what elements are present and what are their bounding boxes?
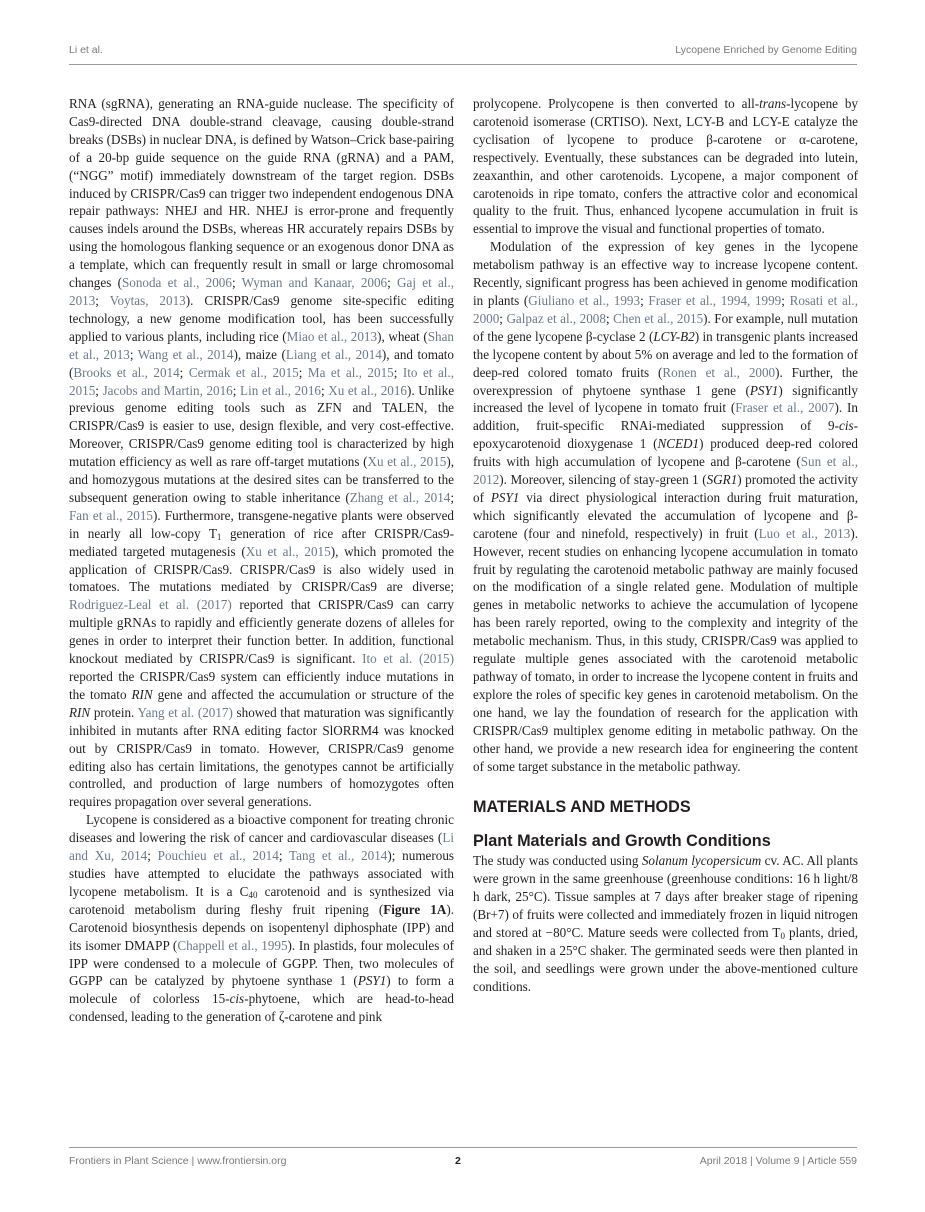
page-number: 2 — [455, 1155, 461, 1167]
col1-paragraph-2: Lycopene is considered as a bioactive component for treating chronic diseases and lowering the risk of cancer and cardiovascular diseases (Li and Xu, 2014; Pouchieu et al., 2014; Tang et al., 2014); numerous studies have attempted to elucidate the pathways associated with lycopene metabolism. It is a $C_{40}$ carotenoid and is synthesized via carotenoid metabolism during fleshy fruit ripening (Figure 1A). Carotenoid biosynthesis depends on isopentenyl diphosphate (IPP) and its isomer DMAPP (Chappell et al., 1995). In plastids, four molecules of IPP were condensed to a molecule of GGPP. Then, two molecules of GGPP can be catalyzed by phytoene synthase 1 (PSY1) to form a molecule of colorless 15-cis-phytoene, which are head-to-head condensed, leading to the generation of ζ-carotene and pink — [69, 812, 455, 1025]
right-column — [473, 95, 858, 996]
header-rule — [69, 64, 857, 65]
col2-paragraph-3: The study was conducted using Solanum lycopersicum cv. AC. All plants were grown in the same greenhouse (greenhouse conditions: 16 h light/8 h dark, 25°C). Tissue samples at 7 days after breaker stage of ripening (Br+7) of fruits were collected and immediately frozen in liquid nitrogen and stored at −80°C. Mature seeds were collected from $T_0$ plants, dried, and shaken in a 25°C shaker. The germinated seeds were then planted in the soil, and seedlings were grown under the above-mentioned culture conditions. — [473, 853, 858, 994]
footer-issue: April 2018 | Volume 9 | Article 559 — [699, 1155, 857, 1167]
left-column — [69, 95, 454, 1026]
running-header-title: Lycopene Enriched by Genome Editing — [675, 44, 857, 56]
running-header-authors: Li et al. — [69, 44, 103, 56]
footer-journal: Frontiers in Plant Science | www.frontiersin.org — [69, 1155, 287, 1167]
col2-paragraph-2: Modulation of the expression of key genes in the lycopene metabolism pathway is an effective way to increase lycopene content. Recently, significant progress has been achieved in genome modification in plants (Giuliano et al., 1993; Fraser et al., 1994, 1999; Rosati et al., 2000; Galpaz et al., 2008; Chen et al., 2015). For example, null mutation of the gene lycopene β-cyclase 2 (LCY-B2) in transgenic plants increased the lycopene content by about 5% on average and led to the formation of deep-red colored tomato fruits (Ronen et al., 2000). Further, the overexpression of phytoene synthase 1 gene (PSY1) significantly increased the level of lycopene in tomato fruit (Fraser et al., 2007). In addition, fruit-specific RNAi-mediated suppression of 9-cis-epoxycarotenoid dioxygenase 1 (NCED1) produced deep-red colored fruits with high accumulation of lycopene and β-carotene (Sun et al., 2012). Moreover, silencing of stay-green 1 (SGR1) promoted the activity of PSY1 via direct physiological interaction during fruit maturation, which significantly elevated the accumulation of lycopene and β-carotene (four and ninefold, respectively) in fruit (Luo et al., 2013). However, recent studies on enhancing lycopene accumulation in tomato fruit by regulating the carotenoid metabolic pathway are mainly focused on the modification of a single related gene. Modulation of multiple genes in metabolic networks to achieve the accumulation of lycopene has been rarely reported, owing to the complexity and integrity of the metabolic mechanism. Thus, in this study, CRISPR/Cas9 was applied to regulate multiple genes associated with the carotenoid metabolic pathway of tomato, in order to increase the lycopene content in fruits and explore the roles of specific key genes in carotenoid metabolism. On the one hand, we lay the foundation of research for the application with CRISPR/Cas9 multiplex genome editing in metabolic pathway. On the other hand, we provide a new research idea for engineering the content of some target substance in the metabolic pathway. — [473, 239, 859, 774]
col2-paragraph-1: prolycopene. Prolycopene is then converted to all-trans-lycopene by carotenoid isomerase (CRTISO). Next, LCY-B and LCY-E catalyze the cyclisation of lycopene to produce β-carotene or α-carotene, respectively. Eventually, these substances can be degraded into lutein, zeaxanthin, and other carotenoids. Lycopene, a major component of carotenoids in ripe tomato, confers the attractive color and economical quality to the fruit. Thus, enhanced lycopene accumulation in fruit is essential to improve the visual and functional properties of tomato. — [473, 96, 858, 237]
col1-paragraph-1: RNA (sgRNA), generating an RNA-guide nuclease. The specificity of Cas9-directed DNA double-strand cleavage, causing double-strand breaks (DSBs) in nuclear DNA, is defined by Watson–Crick base-pairing of a 20-bp guide sequence on the guide RNA (gRNA) and a PAM, (“NGG” motif) immediately downstream of the target region. DSBs induced by CRISPR/Cas9 can trigger two independent endogenous DNA repair pathways: NHEJ and HR. NHEJ is error-prone and frequently causes indels around the DSBs, whereas HR accurately repairs DSBs by using the homologous flanking sequence or an exogenous donor DNA as a template, which can frequently result in small or large chromosomal changes (Sonoda et al., 2006; Wyman and Kanaar, 2006; Gaj et al., 2013; Voytas, 2013). CRISPR/Cas9 genome site-specific editing technology, a new genome modification tool, has been successfully applied to various plants, including rice (Miao et al., 2013), wheat (Shan et al., 2013; Wang et al., 2014), maize (Liang et al., 2014), and tomato (Brooks et al., 2014; Cermak et al., 2015; Ma et al., 2015; Ito et al., 2015; Jacobs and Martin, 2016; Lin et al., 2016; Xu et al., 2016). Unlike previous genome editing tools such as ZFN and TALEN, the CRISPR/Cas9 is easier to use, design flexible, and very cost-effective. Moreover, CRISPR/Cas9 genome editing tool is characterized by high mutation efficiency as well as rare off-target mutations (Xu et al., 2015), and homozygous mutations at the desired sites can be transferred to the subsequent generation owing to stable inheritance (Zhang et al., 2014; Fan et al., 2015). Furthermore, transgene-negative plants were observed in nearly all low-copy $T_1$ generation of rice after CRISPR/Cas9-mediated targeted mutagenesis (Xu et al., 2015), which promoted the application of CRISPR/Cas9. CRISPR/Cas9 is also widely used in tomatoes. The mutations mediated by CRISPR/Cas9 are diverse; Rodriguez-Leal et al. (2017) reported that CRISPR/Cas9 can carry multiple gRNAs to rapidly and efficiently generate dozens of alleles for genes in order to interpret their function better. In addition, functional knockout mediated by CRISPR/Cas9 is significant. Ito et al. (2015) reported the CRISPR/Cas9 system can efficiently induce mutations in the tomato RIN gene and affected the accumulation or structure of the RIN protein. Yang et al. (2017) showed that maturation was significantly inhibited in mutants after RNA editing factor SlORRM4 was knocked out by CRISPR/Cas9 in tomato. However, CRISPR/Cas9 genome editing also has certain limitations, the genotypes cannot be artificially controlled, and production of large numbers of homozygotes often requires propagation over several generations. — [69, 96, 455, 810]
subsection-heading: Plant Materials and Growth Conditions — [473, 832, 771, 851]
section-heading: MATERIALS AND METHODS — [473, 798, 691, 817]
footer-rule — [69, 1147, 857, 1148]
